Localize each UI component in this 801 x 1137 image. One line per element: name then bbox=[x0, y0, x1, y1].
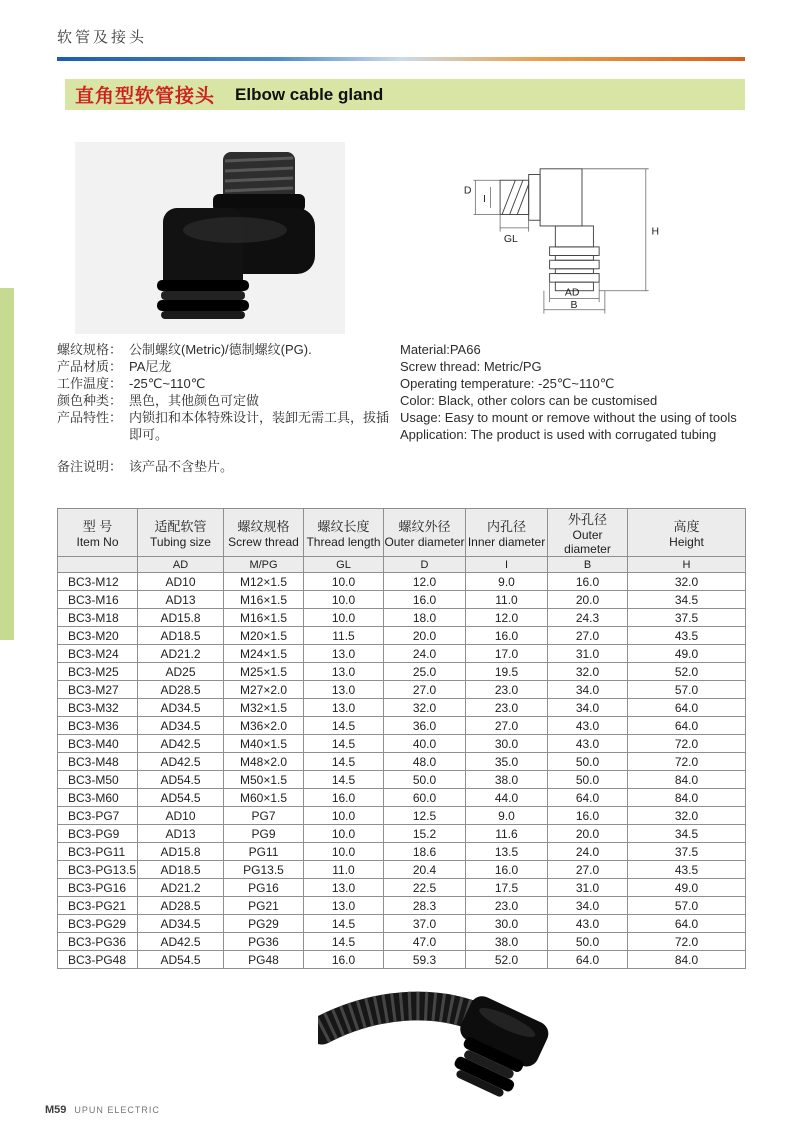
table-row bbox=[58, 681, 746, 699]
column-header-cn: 内孔径 bbox=[486, 519, 526, 534]
cell-screw-thread: M20×1.5 bbox=[224, 627, 304, 645]
cell-thread-length: 13.0 bbox=[304, 897, 384, 915]
cell-outer-diameter-b: 43.0 bbox=[548, 717, 628, 735]
cell-tubing-size: AD15.8 bbox=[138, 843, 224, 861]
cell-item-no: BC3-M60 bbox=[58, 789, 138, 807]
cell-height: 84.0 bbox=[628, 951, 746, 969]
cell-height: 64.0 bbox=[628, 699, 746, 717]
spec-row-cn bbox=[57, 458, 392, 475]
spec-line-en: Screw thread: Metric/PG bbox=[400, 359, 542, 374]
cell-tubing-size: AD21.2 bbox=[138, 879, 224, 897]
table-row bbox=[58, 771, 746, 789]
column-header bbox=[58, 509, 138, 557]
cell-outer-diameter-d: 22.5 bbox=[384, 879, 466, 897]
table-row bbox=[58, 753, 746, 771]
table-row bbox=[58, 663, 746, 681]
cell-thread-length: 13.0 bbox=[304, 699, 384, 717]
cell-outer-diameter-b: 24.0 bbox=[548, 843, 628, 861]
column-header bbox=[304, 509, 384, 557]
spec-label-cn: 螺纹规格： bbox=[57, 342, 123, 357]
cell-height: 57.0 bbox=[628, 897, 746, 915]
cell-item-no: BC3-M18 bbox=[58, 609, 138, 627]
cell-screw-thread: PG29 bbox=[224, 915, 304, 933]
brand-name: UPUN ELECTRIC bbox=[74, 1105, 160, 1115]
cell-height: 32.0 bbox=[628, 573, 746, 591]
table-row bbox=[58, 627, 746, 645]
table-row bbox=[58, 645, 746, 663]
cell-height: 64.0 bbox=[628, 915, 746, 933]
cell-tubing-size: AD28.5 bbox=[138, 897, 224, 915]
column-header-cn: 螺纹规格 bbox=[237, 519, 290, 534]
cell-height: 57.0 bbox=[628, 681, 746, 699]
cell-height: 64.0 bbox=[628, 717, 746, 735]
cell-screw-thread: M24×1.5 bbox=[224, 645, 304, 663]
cell-height: 84.0 bbox=[628, 771, 746, 789]
cell-outer-diameter-b: 50.0 bbox=[548, 933, 628, 951]
cell-item-no: BC3-M50 bbox=[58, 771, 138, 789]
cell-thread-length: 10.0 bbox=[304, 825, 384, 843]
spec-row-cn bbox=[57, 409, 392, 443]
column-header-en: Tubing size bbox=[150, 535, 211, 549]
cell-thread-length: 14.5 bbox=[304, 717, 384, 735]
cell-outer-diameter-b: 16.0 bbox=[548, 807, 628, 825]
cell-outer-diameter-b: 31.0 bbox=[548, 879, 628, 897]
cell-item-no: BC3-PG29 bbox=[58, 915, 138, 933]
product-title-en: Elbow cable gland bbox=[235, 84, 384, 104]
spec-row-cn bbox=[57, 375, 392, 392]
cell-inner-diameter: 52.0 bbox=[466, 951, 548, 969]
cell-screw-thread: M27×2.0 bbox=[224, 681, 304, 699]
cell-thread-length: 11.5 bbox=[304, 627, 384, 645]
cell-inner-diameter: 11.6 bbox=[466, 825, 548, 843]
cell-height: 43.5 bbox=[628, 861, 746, 879]
column-header-cn: 外孔径 bbox=[567, 512, 607, 527]
cell-tubing-size: AD13 bbox=[138, 825, 224, 843]
cell-outer-diameter-b: 43.0 bbox=[548, 915, 628, 933]
column-header bbox=[628, 509, 746, 557]
cell-tubing-size: AD18.5 bbox=[138, 861, 224, 879]
page-number: M59 bbox=[45, 1104, 67, 1116]
cell-tubing-size: AD28.5 bbox=[138, 681, 224, 699]
cell-inner-diameter: 16.0 bbox=[466, 627, 548, 645]
column-header-en: Screw thread bbox=[228, 535, 299, 549]
spec-line-en: Color: Black, other colors can be customised bbox=[400, 393, 658, 408]
cell-screw-thread: M32×1.5 bbox=[224, 699, 304, 717]
cell-outer-diameter-d: 27.0 bbox=[384, 681, 466, 699]
cell-outer-diameter-b: 16.0 bbox=[548, 573, 628, 591]
column-header-cn: 型 号 bbox=[82, 519, 113, 534]
cell-item-no: BC3-PG13.5 bbox=[58, 861, 138, 879]
column-unit bbox=[58, 557, 138, 573]
cell-outer-diameter-d: 18.6 bbox=[384, 843, 466, 861]
cell-thread-length: 14.5 bbox=[304, 753, 384, 771]
cell-item-no: BC3-M25 bbox=[58, 663, 138, 681]
spec-row-cn bbox=[57, 392, 392, 409]
cell-tubing-size: AD25 bbox=[138, 663, 224, 681]
cell-item-no: BC3-PG9 bbox=[58, 825, 138, 843]
elbow-gland-photo-art bbox=[75, 142, 345, 334]
table-row bbox=[58, 951, 746, 969]
cell-outer-diameter-d: 40.0 bbox=[384, 735, 466, 753]
column-header-cn: 适配软管 bbox=[154, 519, 207, 534]
cell-inner-diameter: 38.0 bbox=[466, 771, 548, 789]
cell-item-no: BC3-M48 bbox=[58, 753, 138, 771]
cell-thread-length: 14.5 bbox=[304, 735, 384, 753]
table-row bbox=[58, 933, 746, 951]
cell-thread-length: 14.5 bbox=[304, 933, 384, 951]
table-row bbox=[58, 825, 746, 843]
cell-outer-diameter-b: 32.0 bbox=[548, 663, 628, 681]
spec-label-cn: 产品材质： bbox=[57, 359, 123, 374]
cell-screw-thread: M12×1.5 bbox=[224, 573, 304, 591]
cell-item-no: BC3-M32 bbox=[58, 699, 138, 717]
cell-item-no: BC3-M12 bbox=[58, 573, 138, 591]
cell-thread-length: 16.0 bbox=[304, 951, 384, 969]
spec-value-cn: 黑色，其他颜色可定做 bbox=[129, 393, 260, 408]
spec-value-cn: -25℃~110℃ bbox=[129, 376, 206, 391]
cell-outer-diameter-b: 64.0 bbox=[548, 789, 628, 807]
cell-inner-diameter: 9.0 bbox=[466, 573, 548, 591]
column-header bbox=[384, 509, 466, 557]
spec-value-cn: 该产品不含垫片。 bbox=[129, 459, 234, 474]
cell-screw-thread: PG7 bbox=[224, 807, 304, 825]
cell-inner-diameter: 9.0 bbox=[466, 807, 548, 825]
column-header-en: Outer diameter bbox=[564, 528, 611, 556]
cell-thread-length: 11.0 bbox=[304, 861, 384, 879]
cell-outer-diameter-d: 50.0 bbox=[384, 771, 466, 789]
column-header-cn: 螺纹外径 bbox=[398, 519, 451, 534]
cell-screw-thread: PG48 bbox=[224, 951, 304, 969]
label-gl: GL bbox=[503, 234, 518, 246]
cell-tubing-size: AD54.5 bbox=[138, 789, 224, 807]
cell-thread-length: 10.0 bbox=[304, 573, 384, 591]
cell-thread-length: 10.0 bbox=[304, 591, 384, 609]
cell-item-no: BC3-PG21 bbox=[58, 897, 138, 915]
column-header-cn: 螺纹长度 bbox=[317, 519, 370, 534]
cell-inner-diameter: 30.0 bbox=[466, 915, 548, 933]
cell-outer-diameter-b: 43.0 bbox=[548, 735, 628, 753]
cell-outer-diameter-d: 48.0 bbox=[384, 753, 466, 771]
cell-inner-diameter: 23.0 bbox=[466, 699, 548, 717]
cell-height: 49.0 bbox=[628, 645, 746, 663]
cell-outer-diameter-d: 59.3 bbox=[384, 951, 466, 969]
table-row bbox=[58, 897, 746, 915]
cell-height: 37.5 bbox=[628, 609, 746, 627]
cell-item-no: BC3-PG48 bbox=[58, 951, 138, 969]
cell-inner-diameter: 44.0 bbox=[466, 789, 548, 807]
cell-outer-diameter-d: 47.0 bbox=[384, 933, 466, 951]
label-i: I bbox=[482, 194, 486, 206]
cell-thread-length: 13.0 bbox=[304, 879, 384, 897]
cell-tubing-size: AD42.5 bbox=[138, 753, 224, 771]
cell-outer-diameter-b: 34.0 bbox=[548, 681, 628, 699]
cell-outer-diameter-d: 20.0 bbox=[384, 627, 466, 645]
spec-label-cn: 备注说明： bbox=[57, 459, 123, 474]
cell-screw-thread: PG9 bbox=[224, 825, 304, 843]
cell-screw-thread: PG13.5 bbox=[224, 861, 304, 879]
cell-outer-diameter-d: 24.0 bbox=[384, 645, 466, 663]
spec-line-en: Application: The product is used with corrugated tubing bbox=[400, 427, 717, 442]
table-row bbox=[58, 573, 746, 591]
cell-tubing-size: AD42.5 bbox=[138, 933, 224, 951]
cell-thread-length: 14.5 bbox=[304, 771, 384, 789]
column-header bbox=[548, 509, 628, 557]
label-d: D bbox=[463, 185, 472, 197]
product-title-cn: 直角型软管接头 bbox=[75, 86, 216, 107]
cell-height: 49.0 bbox=[628, 879, 746, 897]
spec-line-en: Usage: Easy to mount or remove without the using of tools bbox=[400, 410, 737, 425]
cell-tubing-size: AD54.5 bbox=[138, 771, 224, 789]
cell-inner-diameter: 17.0 bbox=[466, 645, 548, 663]
cell-item-no: BC3-PG11 bbox=[58, 843, 138, 861]
cell-thread-length: 13.0 bbox=[304, 645, 384, 663]
cell-outer-diameter-d: 37.0 bbox=[384, 915, 466, 933]
page-footer bbox=[45, 1104, 160, 1116]
cell-outer-diameter-d: 28.3 bbox=[384, 897, 466, 915]
cell-tubing-size: AD42.5 bbox=[138, 735, 224, 753]
cell-outer-diameter-d: 15.2 bbox=[384, 825, 466, 843]
cell-screw-thread: M50×1.5 bbox=[224, 771, 304, 789]
cell-thread-length: 10.0 bbox=[304, 843, 384, 861]
table-head bbox=[58, 509, 746, 573]
cell-screw-thread: M48×2.0 bbox=[224, 753, 304, 771]
cell-tubing-size: AD18.5 bbox=[138, 627, 224, 645]
cell-screw-thread: M16×1.5 bbox=[224, 609, 304, 627]
cell-screw-thread: M40×1.5 bbox=[224, 735, 304, 753]
cell-tubing-size: AD21.2 bbox=[138, 645, 224, 663]
cell-thread-length: 10.0 bbox=[304, 807, 384, 825]
column-unit: I bbox=[466, 557, 548, 573]
cell-item-no: BC3-M20 bbox=[58, 627, 138, 645]
column-header-en: Item No bbox=[76, 535, 119, 549]
cell-screw-thread: PG36 bbox=[224, 933, 304, 951]
cell-screw-thread: M36×2.0 bbox=[224, 717, 304, 735]
cell-tubing-size: AD54.5 bbox=[138, 951, 224, 969]
cell-item-no: BC3-M24 bbox=[58, 645, 138, 663]
cell-tubing-size: AD34.5 bbox=[138, 699, 224, 717]
column-unit: M/PG bbox=[224, 557, 304, 573]
column-header bbox=[224, 509, 304, 557]
column-unit: AD bbox=[138, 557, 224, 573]
label-h: H bbox=[651, 226, 660, 238]
specs-cn bbox=[57, 341, 392, 475]
cell-outer-diameter-b: 27.0 bbox=[548, 861, 628, 879]
spec-value-cn: PA尼龙 bbox=[129, 359, 172, 374]
cell-tubing-size: AD10 bbox=[138, 573, 224, 591]
column-unit: GL bbox=[304, 557, 384, 573]
spec-row-cn bbox=[57, 358, 392, 375]
cell-tubing-size: AD34.5 bbox=[138, 717, 224, 735]
cell-inner-diameter: 13.5 bbox=[466, 843, 548, 861]
cell-item-no: BC3-M36 bbox=[58, 717, 138, 735]
cell-outer-diameter-b: 50.0 bbox=[548, 753, 628, 771]
spec-value-cn: 公制螺纹(Metric)/德制螺纹(PG). bbox=[129, 342, 312, 357]
table-body bbox=[58, 573, 746, 969]
cell-outer-diameter-d: 18.0 bbox=[384, 609, 466, 627]
column-unit: B bbox=[548, 557, 628, 573]
product-photo-with-tubing bbox=[318, 985, 578, 1103]
cell-thread-length: 13.0 bbox=[304, 663, 384, 681]
cell-outer-diameter-d: 25.0 bbox=[384, 663, 466, 681]
dimension-diagram bbox=[462, 150, 662, 320]
table-row bbox=[58, 879, 746, 897]
product-title-bar bbox=[65, 79, 745, 110]
cell-height: 72.0 bbox=[628, 735, 746, 753]
table-row bbox=[58, 915, 746, 933]
cell-outer-diameter-b: 34.0 bbox=[548, 897, 628, 915]
cell-inner-diameter: 38.0 bbox=[466, 933, 548, 951]
cell-outer-diameter-b: 20.0 bbox=[548, 825, 628, 843]
column-header-en: Inner diameter bbox=[467, 535, 546, 549]
cell-height: 32.0 bbox=[628, 807, 746, 825]
section-title: 软管及接头 bbox=[57, 29, 148, 46]
column-header bbox=[466, 509, 548, 557]
table-row bbox=[58, 717, 746, 735]
dimension-table bbox=[57, 508, 746, 969]
cell-outer-diameter-d: 20.4 bbox=[384, 861, 466, 879]
table-row bbox=[58, 699, 746, 717]
cell-outer-diameter-b: 31.0 bbox=[548, 645, 628, 663]
label-ad: AD bbox=[564, 287, 580, 299]
spec-label-cn: 产品特性： bbox=[57, 410, 123, 425]
cell-tubing-size: AD10 bbox=[138, 807, 224, 825]
spec-label-cn: 颜色种类： bbox=[57, 393, 123, 408]
cell-outer-diameter-d: 60.0 bbox=[384, 789, 466, 807]
cell-thread-length: 14.5 bbox=[304, 915, 384, 933]
cell-outer-diameter-d: 36.0 bbox=[384, 717, 466, 735]
cell-tubing-size: AD15.8 bbox=[138, 609, 224, 627]
cell-item-no: BC3-PG36 bbox=[58, 933, 138, 951]
cell-inner-diameter: 17.5 bbox=[466, 879, 548, 897]
table-row bbox=[58, 591, 746, 609]
cell-tubing-size: AD34.5 bbox=[138, 915, 224, 933]
cell-inner-diameter: 23.0 bbox=[466, 681, 548, 699]
cell-screw-thread: PG21 bbox=[224, 897, 304, 915]
cell-tubing-size: AD13 bbox=[138, 591, 224, 609]
left-accent-bar bbox=[0, 288, 14, 640]
cell-thread-length: 13.0 bbox=[304, 681, 384, 699]
cell-inner-diameter: 12.0 bbox=[466, 609, 548, 627]
cell-height: 72.0 bbox=[628, 933, 746, 951]
cell-height: 52.0 bbox=[628, 663, 746, 681]
column-header-en: Thread length bbox=[306, 535, 381, 549]
cell-outer-diameter-d: 16.0 bbox=[384, 591, 466, 609]
cell-height: 72.0 bbox=[628, 753, 746, 771]
cell-inner-diameter: 27.0 bbox=[466, 717, 548, 735]
table-row bbox=[58, 843, 746, 861]
spec-value-cn: 内锁扣和本体特殊设计，装卸无需工具，拔插即可。 bbox=[129, 410, 390, 442]
cell-outer-diameter-d: 12.5 bbox=[384, 807, 466, 825]
spec-line-en: Material:PA66 bbox=[400, 342, 481, 357]
cell-outer-diameter-b: 64.0 bbox=[548, 951, 628, 969]
cell-height: 43.5 bbox=[628, 627, 746, 645]
specs-en bbox=[400, 341, 750, 443]
cell-height: 84.0 bbox=[628, 789, 746, 807]
spec-row-cn bbox=[57, 341, 392, 358]
cell-inner-diameter: 23.0 bbox=[466, 897, 548, 915]
cell-inner-diameter: 19.5 bbox=[466, 663, 548, 681]
spec-label-cn: 工作温度： bbox=[57, 376, 123, 391]
table-row bbox=[58, 807, 746, 825]
cell-outer-diameter-b: 50.0 bbox=[548, 771, 628, 789]
table-row bbox=[58, 735, 746, 753]
column-header-en: Height bbox=[669, 535, 704, 549]
cell-screw-thread: M60×1.5 bbox=[224, 789, 304, 807]
cell-inner-diameter: 16.0 bbox=[466, 861, 548, 879]
header-gradient-rule bbox=[57, 57, 745, 61]
spec-line-en: Operating temperature: -25℃~110℃ bbox=[400, 376, 615, 391]
cell-thread-length: 16.0 bbox=[304, 789, 384, 807]
column-header-en: Outer diameter bbox=[384, 535, 465, 549]
cell-inner-diameter: 30.0 bbox=[466, 735, 548, 753]
cell-item-no: BC3-PG7 bbox=[58, 807, 138, 825]
cell-height: 34.5 bbox=[628, 591, 746, 609]
column-header bbox=[138, 509, 224, 557]
column-header-cn: 高度 bbox=[673, 519, 700, 534]
cell-inner-diameter: 11.0 bbox=[466, 591, 548, 609]
cell-outer-diameter-d: 12.0 bbox=[384, 573, 466, 591]
cell-outer-diameter-b: 20.0 bbox=[548, 591, 628, 609]
cell-height: 34.5 bbox=[628, 825, 746, 843]
cell-height: 37.5 bbox=[628, 843, 746, 861]
product-photo bbox=[75, 142, 345, 334]
table-row bbox=[58, 861, 746, 879]
cell-inner-diameter: 35.0 bbox=[466, 753, 548, 771]
cell-screw-thread: M16×1.5 bbox=[224, 591, 304, 609]
cell-outer-diameter-b: 34.0 bbox=[548, 699, 628, 717]
cell-item-no: BC3-M40 bbox=[58, 735, 138, 753]
cell-outer-diameter-d: 32.0 bbox=[384, 699, 466, 717]
table-row bbox=[58, 609, 746, 627]
cell-screw-thread: M25×1.5 bbox=[224, 663, 304, 681]
cell-thread-length: 10.0 bbox=[304, 609, 384, 627]
cell-item-no: BC3-M16 bbox=[58, 591, 138, 609]
cell-outer-diameter-b: 24.3 bbox=[548, 609, 628, 627]
column-unit: D bbox=[384, 557, 466, 573]
cell-screw-thread: PG11 bbox=[224, 843, 304, 861]
tubing-photo-art bbox=[318, 985, 578, 1103]
table-row bbox=[58, 789, 746, 807]
column-unit: H bbox=[628, 557, 746, 573]
cell-outer-diameter-b: 27.0 bbox=[548, 627, 628, 645]
label-b: B bbox=[570, 299, 578, 311]
cell-item-no: BC3-M27 bbox=[58, 681, 138, 699]
cell-item-no: BC3-PG16 bbox=[58, 879, 138, 897]
cell-screw-thread: PG16 bbox=[224, 879, 304, 897]
